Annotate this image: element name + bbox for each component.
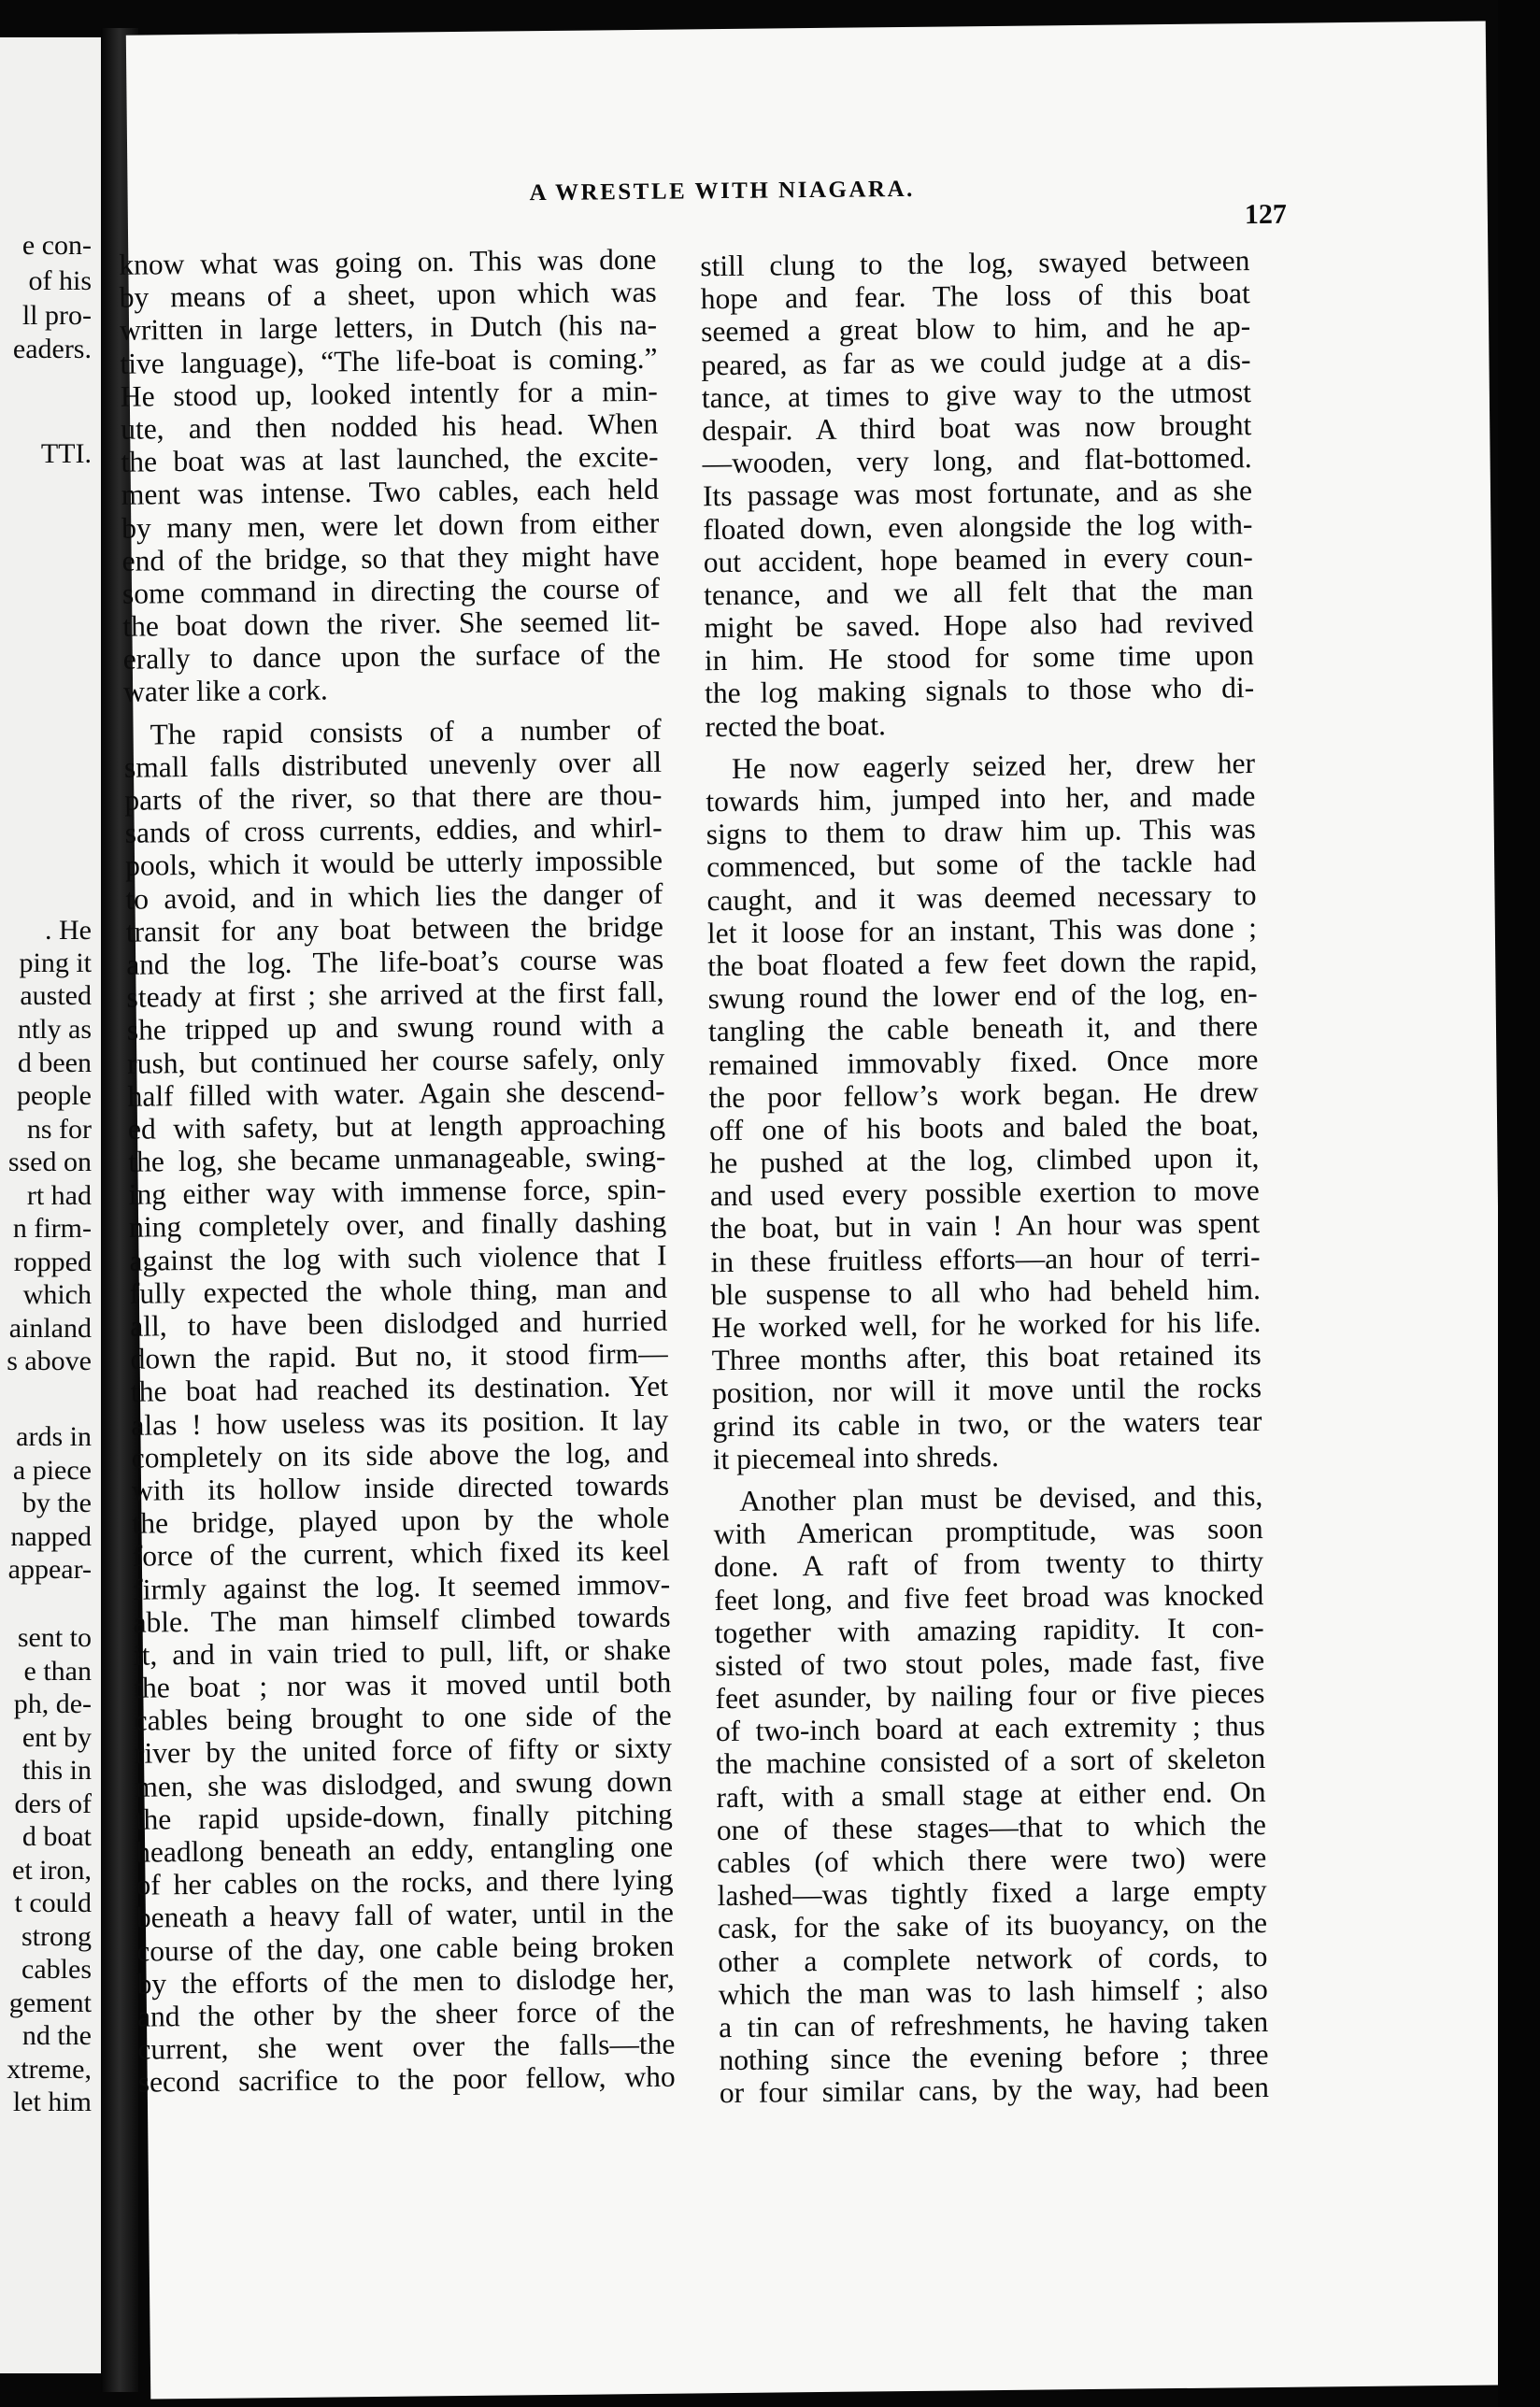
text-line: nothing since the evening before ; three [719,2038,1269,2077]
text-line: transit for any boat between the bridge [125,909,663,948]
facing-page-line-fragment: ph, de- [13,1688,92,1719]
text-line: swung round the lower end of the log, en- [707,976,1258,1016]
page-edge-shadow [1498,0,1540,2407]
facing-page-line-fragment: cables [21,1954,92,1985]
text-line: able. The man himself climbed towards [133,1600,671,1639]
text-line: ing either way with immense force, spin- [128,1172,666,1211]
text-line: despair. A third boat was now brought [702,408,1252,448]
facing-page-line-fragment: nd the [21,2020,92,2051]
facing-page-line-fragment: ping it [19,947,92,978]
text-line: out accident, hope beamed in every coun- [703,539,1253,578]
text-line: sisted of two stout poles, made fast, five [714,1643,1265,1683]
text-line: ble suspense to all who had beheld him. [710,1272,1262,1312]
text-line: still clung to the log, swayed between [700,244,1250,283]
facing-page-line-fragment: ll pro- [21,300,92,331]
text-line: water like a cork. [122,673,328,709]
text-line: by means of a sheet, upon which was [119,275,657,314]
text-line: cables being brought to one side of the [134,1698,672,1737]
facing-page-line-fragment: strong [21,1921,92,1952]
text-line: cask, for the sake of its buoyancy, on the [717,1906,1268,1945]
running-head: A WRESTLE WITH NIAGARA. [529,176,915,207]
text-line: steady at first ; she arrived at the first fall, [126,975,664,1014]
text-line: of two-inch board at each extremity ; thus [715,1709,1265,1748]
text-line: ed with safety, but at length approaching [127,1106,666,1146]
text-line: small falls distributed unevenly over all [123,745,663,784]
text-line: lashed—was tightly fixed a large empty [717,1873,1267,1913]
text-line: or four similar cans, by the way, had been [719,2071,1270,2110]
text-line: the rapid upside-down, finally pitching [135,1797,673,1836]
text-line: end of the bridge, so that they might have [121,538,660,577]
facing-page-line-fragment: of his [28,265,92,296]
facing-page-line-fragment: ssed on [7,1147,92,1177]
text-line: feet long, and five feet broad was knocked [714,1577,1264,1617]
facing-page-line-fragment: xtreme, [7,2054,92,2085]
text-line: the boat ; nor was it moved until both [134,1665,672,1704]
text-line: towards him, jumped into her, and made [706,779,1256,819]
text-line: and used every possible exertion to move [709,1174,1260,1213]
text-line: let it loose for an instant, This was done ; [706,910,1258,949]
text-line: ment was intense. Two cables, each held [121,473,660,512]
facing-page-line-fragment: eaders. [12,334,92,364]
text-line: it piecemeal into shreds. [712,1439,1000,1475]
text-line: done. A raft of from twenty to thirty [713,1545,1264,1584]
text-line: position, nor will it move until the rocks [711,1371,1262,1410]
facing-page-line-fragment: this in [21,1755,92,1786]
text-line: course of the day, one cable being broken [136,1929,675,1968]
text-line: by the efforts of the men to dislodge her, [136,1961,675,2001]
text-line: headlong beneath an eddy, entangling one [135,1830,674,1869]
text-line: tance, at times to give way to the utmost [701,375,1252,415]
text-line: a tin can of refreshments, he having taken [718,2004,1269,2044]
facing-page-line-fragment: people [17,1080,92,1111]
facing-page-line-fragment: ders of [14,1788,92,1819]
text-line: commenced, but some of the tackle had [706,845,1257,884]
text-line: pools, which it would be utterly impossible [124,844,663,883]
facing-page-line-fragment: ropped [13,1246,92,1277]
facing-page-line-fragment: e con- [21,230,92,261]
text-line: cables (of which there were two) were [717,1841,1267,1880]
text-line: against the log with such violence that I [129,1238,667,1277]
facing-page-line-fragment: ent by [21,1722,92,1753]
text-line: the machine consisted of a sort of skeleton [716,1742,1266,1781]
text-line: together with amazing rapidity. It con- [714,1610,1264,1649]
text-line: Three months after, this boat retained its [711,1338,1262,1377]
text-line: force of the current, which fixed its keel [132,1533,670,1574]
text-line: written in large letters, in Dutch (his na- [119,308,658,348]
text-line: know what was going on. This was done [119,242,657,281]
text-line: seemed a great blow to him, and he ap- [700,309,1251,349]
facing-page-line-fragment: appear- [7,1554,92,1585]
text-line: firmly against the log. It seemed immov- [133,1567,671,1606]
text-line: he pushed at the log, climbed upon it, [709,1141,1260,1180]
facing-page-line-fragment: et iron, [12,1855,92,1886]
text-line: Another plan must be devised, and this, [739,1478,1263,1517]
facing-page-line-fragment: t could [14,1887,92,1918]
text-line: other a complete network of cords, to [718,1939,1268,1978]
facing-page-line-fragment: gement [8,1987,92,2018]
facing-page-line-fragment: ns for [26,1114,92,1145]
facing-page-line-fragment: a piece [12,1455,92,1486]
text-line: the poor fellow’s work began. He drew [708,1075,1259,1114]
text-line: half filled with water. Again she descend- [127,1074,665,1113]
text-column-right [700,244,1269,2110]
text-line: raft, with a small stage at either end. On [716,1774,1266,1814]
text-line: men, she was dislodged, and swung down [135,1764,673,1803]
facing-page-line-fragment: . He [45,915,92,946]
text-line: the boat, but in vain ! An hour was spent [710,1206,1261,1246]
text-line: fully expected the whole thing, man and [129,1271,668,1310]
text-line: sands of cross currents, eddies, and whirl- [124,810,663,849]
facing-page-line-fragment: by the [21,1488,92,1518]
text-line: to avoid, and in which lies the danger of [125,876,663,916]
text-line: floated down, even alongside the log with- [703,506,1253,546]
facing-page-line-fragment: ards in [16,1421,92,1452]
text-line: she tripped up and swung round with a [126,1008,665,1047]
text-line: parts of the river, so that there are thou- [124,777,663,817]
text-line: it, and in vain tried to pull, lift, or shake [133,1632,672,1672]
text-line: He worked well, for he worked for his life. [711,1305,1262,1345]
text-line: in him. He stood for some time upon [704,638,1254,677]
book-page [119,21,1510,2399]
text-line: down the rapid. But no, it stood firm— [130,1336,668,1375]
facing-page-line-fragment: e than [23,1656,92,1687]
text-line: The rapid consists of a number of [150,712,662,751]
text-line: of her cables on the rocks, and there lying [135,1862,674,1901]
text-line: current, she went over the falls—the [137,2027,676,2066]
text-line: grind its cable in two, or the waters tear [712,1403,1262,1443]
facing-page-fragment [0,37,101,2373]
facing-page-line-fragment: d boat [21,1821,92,1852]
facing-page-line-fragment: ntly as [17,1014,92,1045]
text-line: with American promptitude, was soon [713,1512,1263,1551]
text-line: rected the boat. [705,707,887,743]
text-line: hope and fear. The loss of this boat [700,277,1250,316]
text-line: one of these stages—that to which the [716,1807,1267,1846]
facing-page-line-fragment: sent to [17,1622,92,1653]
text-line: the boat down the river. She seemed lit- [122,604,661,643]
text-line: the boat was at last launched, the excite- [121,439,659,478]
text-column-left [119,243,676,2099]
facing-page-line-fragment: rt had [26,1180,92,1211]
text-line: ute, and then nodded his head. When [121,406,659,446]
text-line: alas ! how useless was its position. It lay [131,1403,669,1442]
text-line: all, to have been dislodged and hurried [130,1303,668,1343]
text-line: completely on its side above the log, and [131,1435,669,1474]
text-line: the bridge, played upon by the whole [132,1501,670,1540]
text-line: and the other by the sheer force of the [136,1994,676,2033]
text-line: tangling the cable beneath it, and there [707,1009,1259,1048]
text-line: river by the united force of fifty or sixty [134,1731,673,1771]
page-number: 127 [1244,198,1288,231]
text-line: in these fruitless efforts—an hour of terri- [710,1239,1261,1278]
text-line: off one of his boots and baled the boat, [708,1107,1260,1147]
text-line: He now eagerly seized her, drew her [731,746,1256,785]
text-line: —wooden, very long, and flat-bottomed. [702,441,1252,480]
facing-page-line-fragment: which [22,1279,92,1310]
text-line: tive language), “The life-boat is coming.” [120,341,658,380]
text-line: peared, as far as we could judge at a dis- [701,342,1251,381]
text-line: feet asunder, by nailing four or five pieces [715,1676,1265,1716]
facing-page-line-fragment: ainland [8,1313,92,1344]
text-line: the log making signals to those who di- [705,671,1255,710]
text-line: rush, but continued her course safely, only [127,1041,665,1080]
text-line: ning completely over, and finally dashing [128,1205,667,1245]
text-line: remained immovably fixed. Once more [708,1042,1259,1081]
facing-page-line-fragment: s above [7,1346,92,1376]
text-line: some command in directing the course of [121,571,661,610]
facing-page-line-fragment: n firm- [12,1213,92,1244]
text-line: second sacrifice to the poor fellow, who [137,2059,676,2099]
text-line: erally to dance upon the surface of the [122,636,661,677]
text-line: signs to them to draw him up. This was [706,812,1256,851]
text-line: with its hollow inside directed towards [131,1468,670,1507]
facing-page-line-fragment: d been [17,1047,92,1078]
facing-page-line-fragment: TTI. [40,438,92,469]
text-line: beneath a heavy fall of water, until in the [135,1896,675,1935]
text-line: which the man was to lash himself ; also [718,1972,1268,2011]
text-line: Its passage was most fortunate, and as she [702,474,1253,513]
text-line: caught, and it was deemed necessary to [706,877,1257,917]
facing-page-line-fragment: austed [20,980,92,1011]
facing-page-line-fragment: let him [12,2087,92,2117]
text-line: He stood up, looked intently for a min- [120,374,658,413]
text-line: the boat had reached its destination. Yet [130,1370,669,1409]
text-line: the boat floated a few feet down the rapid, [707,944,1258,983]
text-line: and the log. The life-boat’s course was [126,942,664,981]
facing-page-line-fragment: napped [10,1521,92,1552]
text-line: by many men, were let down from either [121,506,660,545]
text-line: might be saved. Hope also had revived [704,605,1254,645]
text-line: the log, she became unmanageable, swing- [128,1139,666,1178]
text-line: tenance, and we all felt that the man [703,572,1254,612]
